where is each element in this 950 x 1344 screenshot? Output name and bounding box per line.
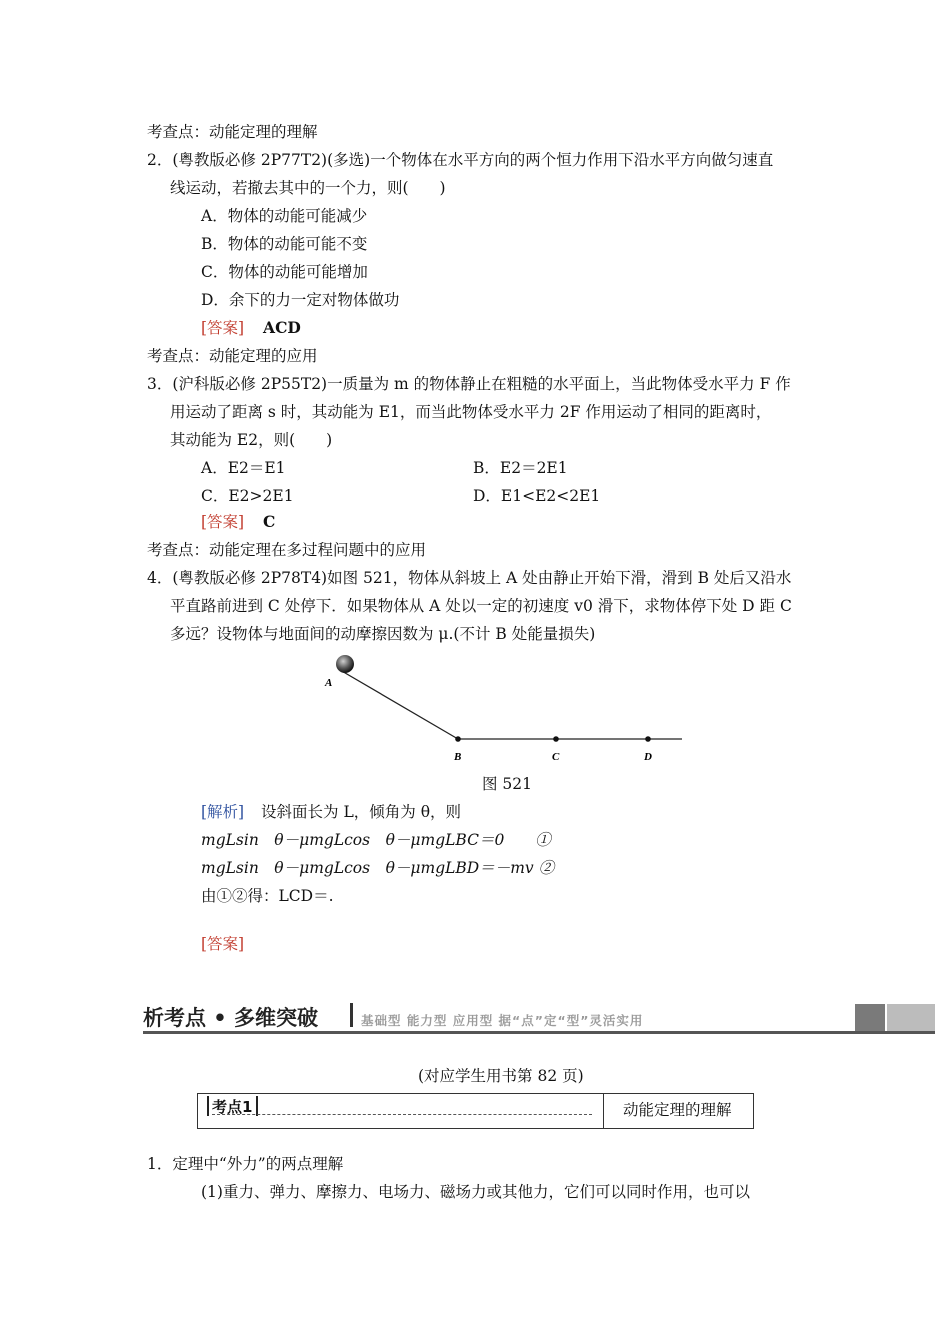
kaochadian-2: 考查点：动能定理的应用 bbox=[147, 347, 318, 365]
equation-1: mgLsin θ－μmgLcos θ－μmgLBC＝0 ① bbox=[201, 831, 551, 849]
q2-option-a: A．物体的动能可能减少 bbox=[201, 207, 368, 225]
point-c bbox=[553, 736, 559, 742]
kaodian-table bbox=[197, 1093, 754, 1129]
result-line: 由①②得：LCD＝. bbox=[201, 887, 334, 905]
point-b bbox=[455, 736, 461, 742]
q4-stem-line1: 4．(粤教版必修 2P78T4)如图 521，物体从斜坡上 A 处由静止开始下滑，滑到 B 处后又沿水 bbox=[147, 569, 792, 587]
kaochadian-3: 考查点：动能定理在多过程问题中的应用 bbox=[147, 541, 427, 559]
kaodian-label-cell bbox=[198, 1094, 604, 1128]
page-reference: (对应学生用书第 82 页) bbox=[418, 1067, 584, 1085]
q3-option-c: C．E2>2E1 bbox=[201, 487, 294, 505]
answer-value: ACD bbox=[263, 318, 301, 337]
q3-stem-line3: 其动能为 E2，则( ) bbox=[170, 431, 333, 449]
jiexi-text: 设斜面长为 L，倾角为 θ，则 bbox=[261, 803, 462, 821]
kaodian-label: 考点1 bbox=[212, 1098, 253, 1116]
kaodian-title: 动能定理的理解 bbox=[623, 1101, 732, 1119]
q4-answer-label: [答案] bbox=[201, 935, 245, 953]
q4-stem-line2: 平直路前进到 C 处停下．如果物体从 A 处以一定的初速度 v0 滑下，求物体停下处 D 距 C bbox=[170, 597, 792, 615]
section-subtitle: 基础型 能力型 应用型 据“点”定“型”灵活实用 bbox=[361, 1013, 644, 1028]
q3-option-d: D．E1<E2<2E1 bbox=[473, 487, 601, 505]
q3-option-a: A．E2＝E1 bbox=[201, 459, 286, 477]
q4-stem-line3: 多远？设物体与地面间的动摩擦因数为 μ.(不计 B 处能量损失) bbox=[170, 625, 596, 643]
section-header bbox=[143, 1000, 935, 1038]
q2-stem-line1: 2．(粤教版必修 2P77T2)(多选)一个物体在水平方向的两个恒力作用下沿水平方向做匀速直 bbox=[147, 151, 774, 169]
q2-option-b: B．物体的动能可能不变 bbox=[201, 235, 368, 253]
section-underline bbox=[143, 1031, 935, 1034]
jiexi-row bbox=[201, 802, 461, 822]
section-title: 析考点 • 多维突破 bbox=[143, 1006, 319, 1030]
ball bbox=[336, 655, 354, 673]
figure-caption: 图 521 bbox=[482, 775, 533, 793]
q2-option-c: C．物体的动能可能增加 bbox=[201, 263, 368, 281]
section-decor-light bbox=[887, 1004, 935, 1031]
label-b: B bbox=[454, 751, 462, 763]
dashed-line bbox=[212, 1114, 592, 1115]
label-d: D bbox=[644, 751, 652, 763]
answer-value: C bbox=[263, 512, 276, 531]
kaochadian-1: 考查点：动能定理的理解 bbox=[147, 123, 318, 141]
section-decor-dark bbox=[855, 1004, 885, 1031]
q2-stem-line2: 线运动，若撤去其中的一个力，则( ) bbox=[170, 179, 446, 197]
q3-option-b: B．E2＝2E1 bbox=[473, 459, 568, 477]
label-a: A bbox=[325, 677, 333, 689]
q2-answer-row bbox=[201, 318, 301, 338]
slope-figure bbox=[310, 648, 700, 768]
slope-line bbox=[340, 670, 458, 739]
jiexi-label: [解析] bbox=[201, 803, 245, 821]
q3-stem-line1: 3．(沪科版必修 2P55T2)一质量为 m 的物体静止在粗糙的水平面上，当此物体受水平力 F 作 bbox=[147, 375, 791, 393]
q3-stem-line2: 用运动了距离 s 时，其动能为 E1，而当此物体受水平力 2F 作用运动了相同的距离时， bbox=[170, 403, 772, 421]
q2-option-d: D．余下的力一定对物体做功 bbox=[201, 291, 400, 309]
equation-2: mgLsin θ－μmgLcos θ－μmgLBD＝－mv ② bbox=[201, 859, 555, 877]
point-d bbox=[645, 736, 651, 742]
section-divider bbox=[350, 1003, 353, 1027]
body-line-2: (1)重力、弹力、摩擦力、电场力、磁场力或其他力，它们可以同时作用，也可以 bbox=[201, 1183, 750, 1201]
body-line-1: 1．定理中“外力”的两点理解 bbox=[147, 1155, 344, 1173]
q3-answer-row bbox=[201, 512, 275, 532]
answer-label: [答案] bbox=[201, 319, 245, 337]
answer-label: [答案] bbox=[201, 513, 245, 531]
label-c: C bbox=[552, 751, 560, 763]
